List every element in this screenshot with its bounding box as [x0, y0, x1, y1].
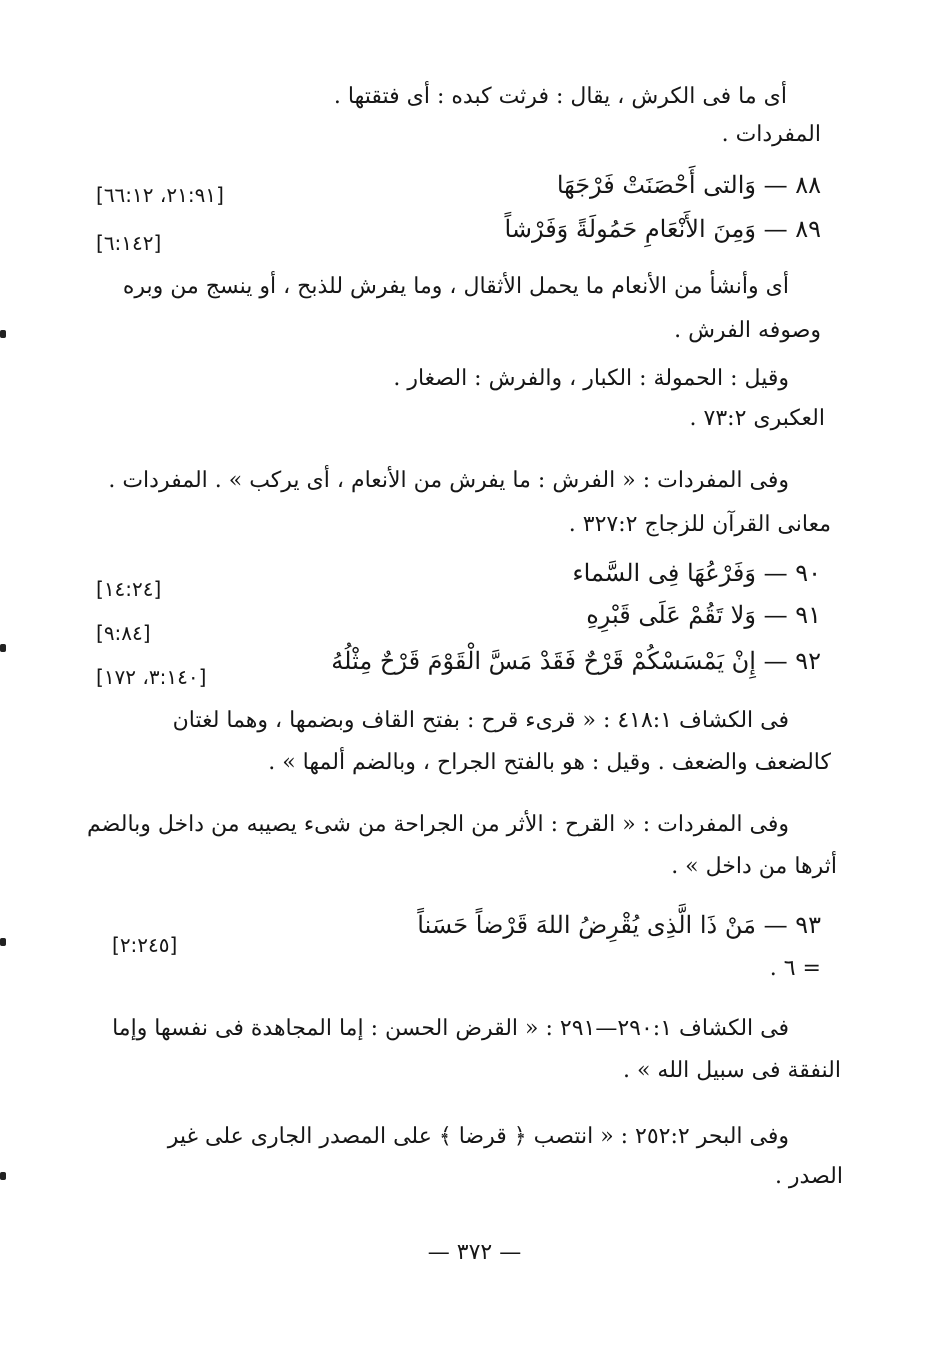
text-line: معانى القرآن للزجاج ٣٢٧:٢ .	[568, 512, 831, 537]
verse-93: ٩٣ — مَنْ ذَا الَّذِى يُقْرِضُ اللهَ قَرْضاً حَسَناً	[417, 911, 821, 939]
text-line: أى ما فى الكرش ، يقال : فرثت كبده : أى فتقتها .	[333, 84, 787, 109]
scan-mark	[0, 1172, 6, 1180]
scan-mark	[0, 938, 6, 946]
verse-90: ٩٠ — وَفَرْعُهَا فِى السَّماء	[572, 559, 821, 587]
text-line: وقيل : الحمولة : الكبار ، والفرش : الصغار .	[393, 366, 789, 391]
verse-reference: [٩:٨٤]	[96, 621, 151, 645]
text-line: فى الكشاف ٤١٨:١ : « قرىء قرح : بفتح القاف وبضمها ، وهما لغتان	[172, 708, 789, 733]
scan-mark	[0, 330, 6, 338]
verse-89: ٨٩ — وَمِنَ الأَنْعَامِ حَمُولَةً وَفَرْشاً	[504, 215, 821, 243]
verse-reference: [١٤:٢٤]	[96, 577, 162, 601]
verse-reference: [٣:١٤٠، ١٧٢]	[96, 665, 207, 689]
text-line: وفى البحر ٢٥٢:٢ : « انتصب ﴿ قرضا ﴾ على المصدر الجارى على غير	[167, 1124, 789, 1149]
text-line: وفى المفردات : « القرح : الأثر من الجراحة من شىء يصيبه من داخل وبالضم	[87, 812, 789, 837]
text-line: المفردات .	[721, 122, 821, 147]
text-line: وصوفه الفرش .	[674, 318, 821, 343]
verse-88: ٨٨ — وَالتى أَحْصَنَتْ فَرْجَهَا	[556, 171, 821, 199]
text-line: كالضعف والضعف . وقيل : هو بالفتح الجراح ، وبالضم ألمها » .	[268, 750, 831, 775]
verse-reference: [٢:٢٤٥]	[112, 933, 178, 957]
text-line: النفقة فى سبيل الله » .	[622, 1058, 841, 1083]
text-line: الصدر .	[774, 1164, 843, 1189]
verse-92: ٩٢ — إِنْ يَمْسَسْكُمْ قَرْحٌ فَقَدْ مَسَّ الْقَوْمَ قَرْحٌ مِثْلُهُ	[331, 647, 821, 675]
text-line: فى الكشاف ٢٩٠:١—٢٩١ : « القرض الحسن : إما المجاهدة فى نفسها وإما	[112, 1016, 789, 1041]
verse-91: ٩١ — وَلا تَقُمْ عَلَى قَبْرِهِ	[586, 601, 821, 629]
text-line: أثرها من داخل » .	[671, 854, 837, 879]
text-line: = ٦ .	[769, 956, 821, 981]
verse-reference: [٢١:٩١، ٦٦:١٢]	[96, 183, 224, 207]
text-line: أى وأنشأ من الأنعام ما يحمل الأثقال ، وما يفرش للذبح ، أو ينسج من وبره	[122, 274, 789, 299]
text-line: العكبرى ٧٣:٢ .	[689, 406, 825, 431]
scan-mark	[0, 644, 6, 652]
verse-reference: [٦:١٤٢]	[96, 231, 162, 255]
text-line: وفى المفردات : « الفرش : ما يفرش من الأنعام ، أى يركب » . المفردات .	[108, 468, 789, 493]
page-number: — ٣٧٢ —	[427, 1240, 522, 1265]
